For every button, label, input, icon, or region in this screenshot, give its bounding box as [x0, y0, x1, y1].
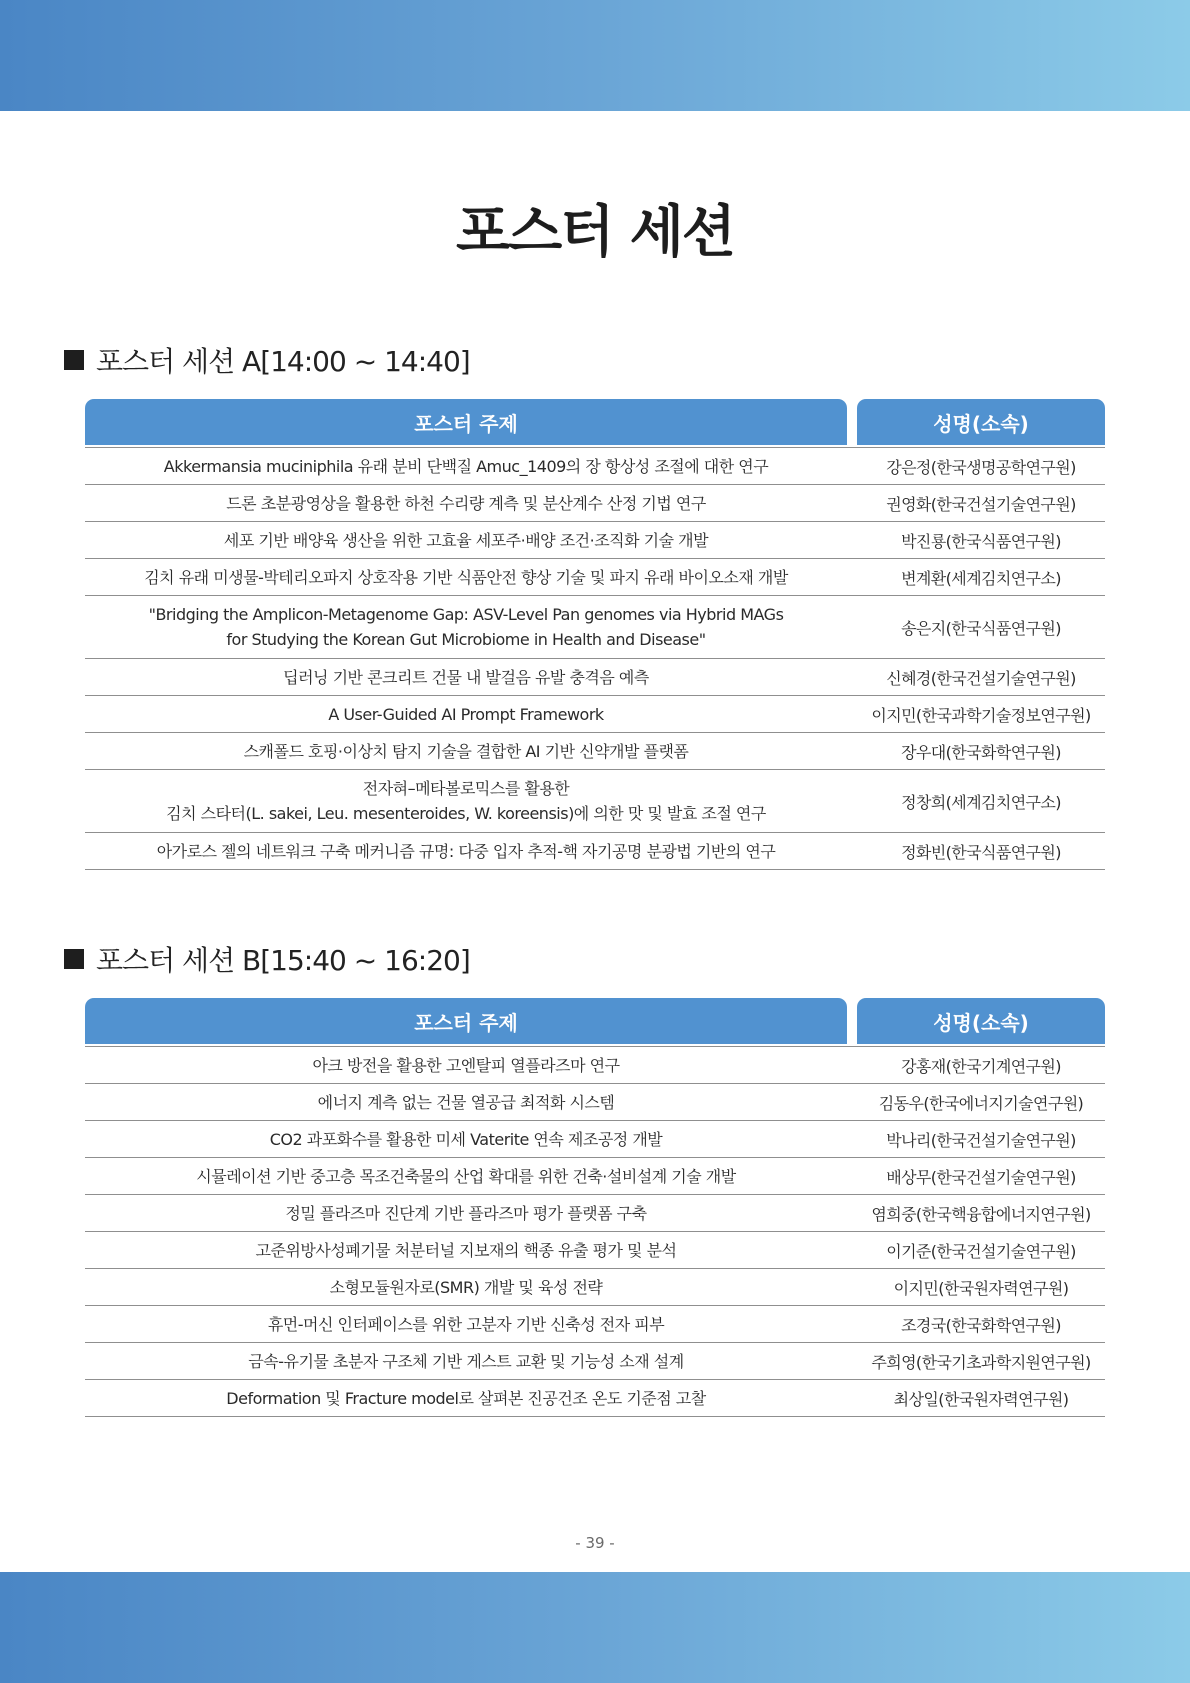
poster-table-a — [85, 399, 1105, 870]
table-row — [85, 522, 1105, 559]
poster-topic: 스캐폴드 호핑·이상치 탐지 기술을 결합한 AI 기반 신약개발 플랫폼 — [243, 741, 689, 761]
square-bullet-icon — [64, 949, 84, 969]
presenter-name: 주희영(한국기초과학지원연구원) — [871, 1352, 1091, 1372]
table-row — [85, 1084, 1105, 1121]
presenter-name: 염희중(한국핵융합에너지연구원) — [871, 1204, 1091, 1224]
table-row — [85, 1306, 1105, 1343]
column-header-topic: 포스터 주제 — [85, 998, 847, 1044]
table-row — [85, 1195, 1105, 1232]
presenter-name: 권영화(한국건설기술연구원) — [886, 494, 1076, 514]
section-b-heading — [64, 939, 470, 979]
table-row — [85, 447, 1105, 485]
poster-topic: 휴먼-머신 인터페이스를 위한 고분자 기반 신축성 전자 피부 — [267, 1314, 665, 1334]
presenter-name: 이지민(한국원자력연구원) — [893, 1278, 1069, 1298]
presenter-name: 신혜경(한국건설기술연구원) — [886, 668, 1076, 688]
poster-topic: 아가로스 젤의 네트워크 구축 메커니즘 규명: 다중 입자 추적-핵 자기공명 분광법 기반의 연구 — [156, 841, 776, 861]
poster-topic: Deformation 및 Fracture model로 살펴본 진공건조 온도 기준점 고찰 — [226, 1388, 706, 1408]
table-row — [85, 485, 1105, 522]
poster-topic: CO2 과포화수를 활용한 미세 Vaterite 연속 제조공정 개발 — [269, 1129, 663, 1149]
poster-topic: 드론 초분광영상을 활용한 하천 수리량 계측 및 분산계수 산정 기법 연구 — [226, 493, 706, 513]
table-row — [85, 1343, 1105, 1380]
poster-topic: 에너지 계측 없는 건물 열공급 최적화 시스템 — [317, 1092, 615, 1112]
presenter-name: 배상무(한국건설기술연구원) — [886, 1167, 1076, 1187]
poster-topic: 딥러닝 기반 콘크리트 건물 내 발걸음 유발 충격음 예측 — [283, 667, 649, 687]
table-row — [85, 1121, 1105, 1158]
table-row — [85, 1232, 1105, 1269]
poster-topic: A User-Guided AI Prompt Framework — [328, 704, 604, 724]
presenter-name: 정화빈(한국식품연구원) — [901, 842, 1061, 862]
poster-topic: 고준위방사성폐기물 처분터널 지보재의 핵종 유출 평가 및 분석 — [255, 1240, 677, 1260]
page-title: 포스터 세션 — [456, 200, 734, 265]
presenter-name: 장우대(한국화학연구원) — [901, 742, 1061, 762]
presenter-name: 변계환(세계김치연구소) — [901, 568, 1061, 588]
column-header-topic: 포스터 주제 — [85, 399, 847, 445]
presenter-name: 조경국(한국화학연구원) — [901, 1315, 1061, 1335]
presenter-name: 최상일(한국원자력연구원) — [893, 1389, 1069, 1409]
poster-topic: "Bridging the Amplicon-Metagenome Gap: ASV-Level Pan genomes via Hybrid MAGs for Studying the Korean Gut Microbiome in Health and Disease" — [148, 605, 784, 649]
poster-topic: 소형모듈원자로(SMR) 개발 및 육성 전략 — [329, 1277, 603, 1297]
poster-topic: 김치 유래 미생물-박테리오파지 상호작용 기반 식품안전 향상 기술 및 파지 유래 바이오소재 개발 — [144, 567, 788, 587]
column-header-name: 성명(소속) — [857, 998, 1105, 1044]
presenter-name: 강은정(한국생명공학연구원) — [886, 457, 1076, 477]
table-row — [85, 770, 1105, 833]
poster-table-b — [85, 998, 1105, 1417]
table-row — [85, 833, 1105, 870]
presenter-name: 강홍재(한국기계연구원) — [901, 1056, 1061, 1076]
presenter-name: 송은지(한국식품연구원) — [901, 618, 1061, 638]
section-a-heading — [64, 340, 470, 380]
poster-topic: Akkermansia muciniphila 유래 분비 단백질 Amuc_1409의 장 항상성 조절에 대한 연구 — [163, 456, 769, 476]
presenter-name: 김동우(한국에너지기술연구원) — [878, 1093, 1084, 1113]
presenter-name: 박나리(한국건설기술연구원) — [886, 1130, 1076, 1150]
poster-topic: 세포 기반 배양육 생산을 위한 고효율 세포주·배양 조건·조직화 기술 개발 — [223, 530, 709, 550]
table-row — [85, 696, 1105, 733]
section-a-heading-text: 포스터 세션 A[14:00 ~ 14:40] — [96, 345, 470, 378]
section-b-heading-text: 포스터 세션 B[15:40 ~ 16:20] — [96, 944, 470, 977]
table-row — [85, 559, 1105, 596]
poster-topic: 시뮬레이션 기반 중고층 목조건축물의 산업 확대를 위한 건축·설비설계 기술 개발 — [196, 1166, 736, 1186]
poster-topic: 아크 방전을 활용한 고엔탈피 열플라즈마 연구 — [312, 1055, 620, 1075]
table-row — [85, 733, 1105, 770]
table-row — [85, 596, 1105, 659]
footer-band — [0, 1572, 1190, 1683]
table-row — [85, 1380, 1105, 1417]
header-band — [0, 0, 1190, 111]
poster-topic: 금속-유기물 초분자 구조체 기반 게스트 교환 및 기능성 소재 설계 — [248, 1351, 684, 1371]
table-row — [85, 1046, 1105, 1084]
table-row — [85, 1158, 1105, 1195]
column-header-name: 성명(소속) — [857, 399, 1105, 445]
presenter-name: 정창희(세계김치연구소) — [901, 792, 1061, 812]
table-header — [85, 998, 1105, 1044]
table-row — [85, 1269, 1105, 1306]
table-row — [85, 659, 1105, 696]
square-bullet-icon — [64, 350, 84, 370]
page-number: - 39 - — [575, 1534, 615, 1552]
poster-topic: 전자혀–메타볼로믹스를 활용한 김치 스타터(L. sakei, Leu. mesenteroides, W. koreensis)에 의한 맛 및 발효 조절 연구 — [166, 779, 766, 823]
presenter-name: 이기준(한국건설기술연구원) — [886, 1241, 1076, 1261]
presenter-name: 이지민(한국과학기술정보연구원) — [871, 705, 1091, 725]
presenter-name: 박진룡(한국식품연구원) — [901, 531, 1061, 551]
poster-topic: 정밀 플라즈마 진단계 기반 플라즈마 평가 플랫폼 구축 — [285, 1203, 647, 1223]
table-header — [85, 399, 1105, 445]
